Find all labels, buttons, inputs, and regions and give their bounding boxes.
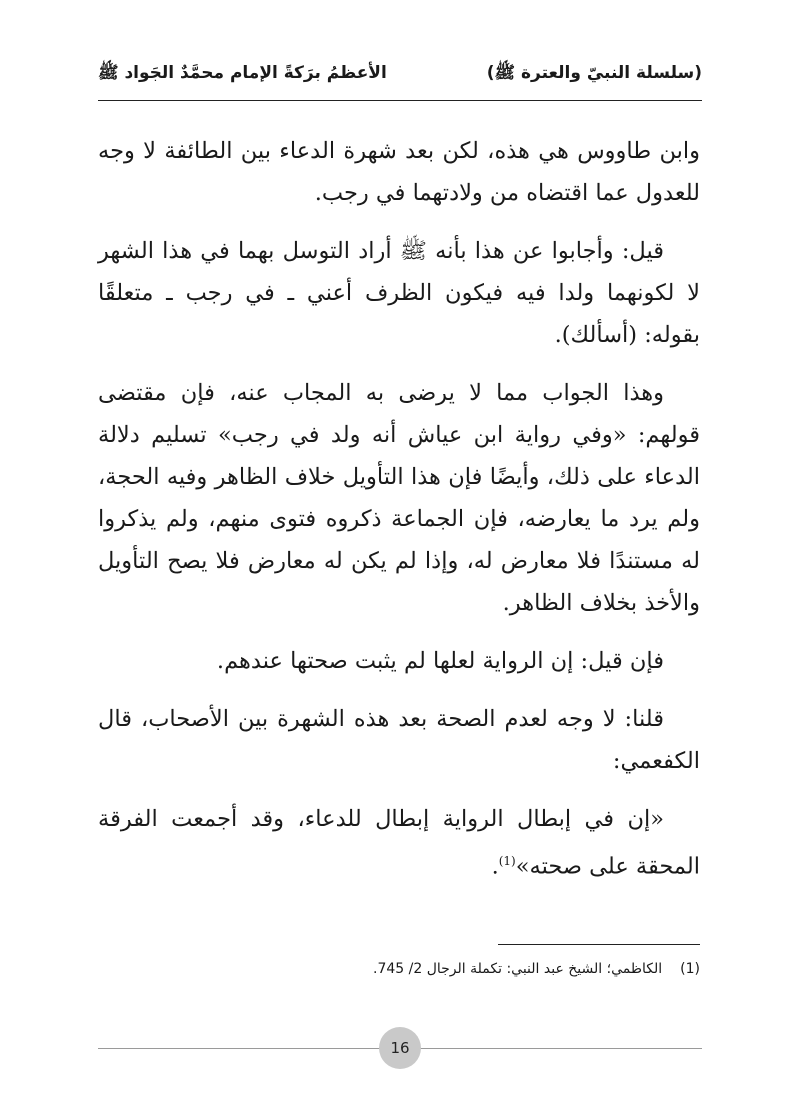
footnote-ref[interactable]: (1) (498, 854, 516, 868)
paragraph-5: قلنا: لا وجه لعدم الصحة بعد هذه الشهرة بين الأصحاب، قال الكفعمي: (98, 706, 700, 774)
page-number: 16 (379, 1027, 421, 1069)
book-title: الأعظمُ برَكةً الإمام محمَّدٌ الجَواد ﷺ (98, 62, 387, 83)
main-text (98, 130, 700, 904)
paragraph-3: وهذا الجواب مما لا يرضى به المجاب عنه، فإن مقتضى قولهم: «وفي رواية ابن عياش أنه ولد في رجب» تسليم دلالة الدعاء على ذلك، وأيضًا فإن هذا التأويل خلاف الظاهر وفيه الحجة، ولم يرد ما يعارضه، فإن الجماعة ذكروه فتوى منهم، ولم يذكروا له مستندًا فلا معارض له، وإذا لم يكن له معارض فلا يصح التأويل والأخذ بخلاف الظاهر. (98, 380, 700, 616)
quote-paragraph: «إن في إبطال الرواية إبطال للدعاء، وقد أجمعت الفرقة المحقة على صحته»$^{(1)}$. (98, 806, 700, 880)
paragraph-2: قيل: وأجابوا عن هذا بأنه ﷺ أراد التوسل بهما في هذا الشهر لا لكونهما ولدا فيه فيكون الظرف أعني ـ في رجب ـ متعلقًا بقوله: (أسألك). (98, 238, 700, 348)
footnote (98, 958, 700, 980)
quote-text: «إن في إبطال الرواية إبطال للدعاء، وقد أجمعت الفرقة المحقة على صحته» (98, 806, 700, 880)
series-title: (سلسلة النبيّ والعترة ﷺ) (486, 62, 702, 83)
footnote-text: الكاظمي؛ الشيخ عبد النبي: تكملة الرجال 2/ 745. (372, 961, 663, 977)
paragraph-4: فإن قيل: إن الرواية لعلها لم يثبت صحتها عندهم. (216, 648, 664, 674)
footnote-divider (498, 944, 700, 945)
header-divider (98, 100, 702, 101)
footnote-number: (1) (680, 961, 700, 977)
paragraph-1: وابن طاووس هي هذه، لكن بعد شهرة الدعاء بين الطائفة لا وجه للعدول عما اقتضاه من ولادتهما في رجب. (98, 138, 700, 206)
running-header (98, 52, 702, 96)
